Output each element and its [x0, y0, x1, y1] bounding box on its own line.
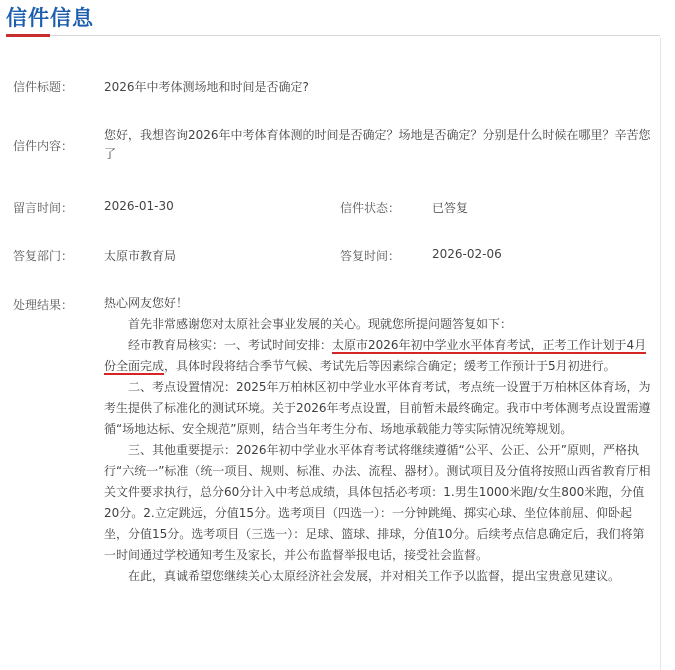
result-label: 处理结果： [13, 298, 74, 312]
title-divider [50, 35, 660, 36]
reply-p2-end: ，具体时段将结合季节气候、考试先后等因素综合确定；缓考工作预计于5月初进行。 [164, 359, 616, 373]
content-label: 信件内容： [13, 139, 74, 153]
highlighted-exam-schedule: 太原市2026年初中学业水平体育考试，正考工作计划于4月份全面完成 [104, 338, 647, 373]
reply-paragraph-2 [104, 335, 654, 377]
reply-paragraph-1: 首先非常感谢您对太原社会事业发展的关心。现就您所提问题答复如下： [128, 317, 513, 331]
header-bar [0, 0, 675, 38]
subject-value: 2026年中考体测场地和时间是否确定? [104, 80, 309, 94]
status-label: 信件状态： [340, 201, 401, 215]
reply-paragraph-5: 在此，真诚希望您继续关心太原经济社会发展，并对相关工作予以监督，提出宝贵意见建议。 [128, 569, 621, 583]
reply-paragraph-4: 三、其他重要提示：2026年初中学业水平体育考试将继续遵循“公平、公正、公开”原则，严格执行“六统一”标准（统一项目、规则、标准、办法、流程、器材）。测试项目及分值将按照山西省教育厅相关文件要求执行，总分60分计入中考总成绩，具体包括必考项：1.男生1000米跑/女生800米跑，分值20分。2.立定跳远，分值15分。选考项目（四选一）：一分钟跳绳、掷实心球、坐位体前屈、仰卧起坐，分值15分。选考项目（三选一）：足球、篮球、排球，分值10分。后续考点信息确定后，我们将第一时间通过学校通知考生及家长，并公布监督举报电话，接受社会监督。 [104, 443, 651, 562]
subject-label: 信件标题： [13, 80, 74, 94]
content-value: 您好，我想咨询2026年中考体育体测的时间是否确定？场地是否确定？分别是什么时候在哪里？辛苦您了 [104, 128, 651, 161]
reply-p2-start: 经市教育局核实：一、考试时间安排： [128, 338, 333, 352]
reply-paragraph-3: 二、考点设置情况：2025年万柏林区初中学业水平体育考试，考点统一设置于万柏林区体育场，为考生提供了标准化的测试环境。关于2026年考点设置，目前暂未最终确定。我市中考体测考点设置需遵循“场地达标、安全规范”原则，结合当年考生分布、场地承载能力等实际情况统筹规划。 [104, 380, 651, 436]
reply-body [104, 293, 654, 587]
title-accent-line [6, 34, 50, 37]
dept-label: 答复部门： [13, 249, 74, 263]
time-value: 2026-01-30 [104, 199, 174, 213]
status-value: 已答复 [432, 201, 469, 215]
page-title: 信件信息 [6, 6, 94, 30]
dept-value: 太原市教育局 [104, 249, 177, 263]
reply-time-value: 2026-02-06 [432, 247, 502, 261]
reply-time-label: 答复时间： [340, 249, 401, 263]
reply-greeting: 热心网友您好！ [104, 296, 189, 310]
time-label: 留言时间： [13, 201, 74, 215]
